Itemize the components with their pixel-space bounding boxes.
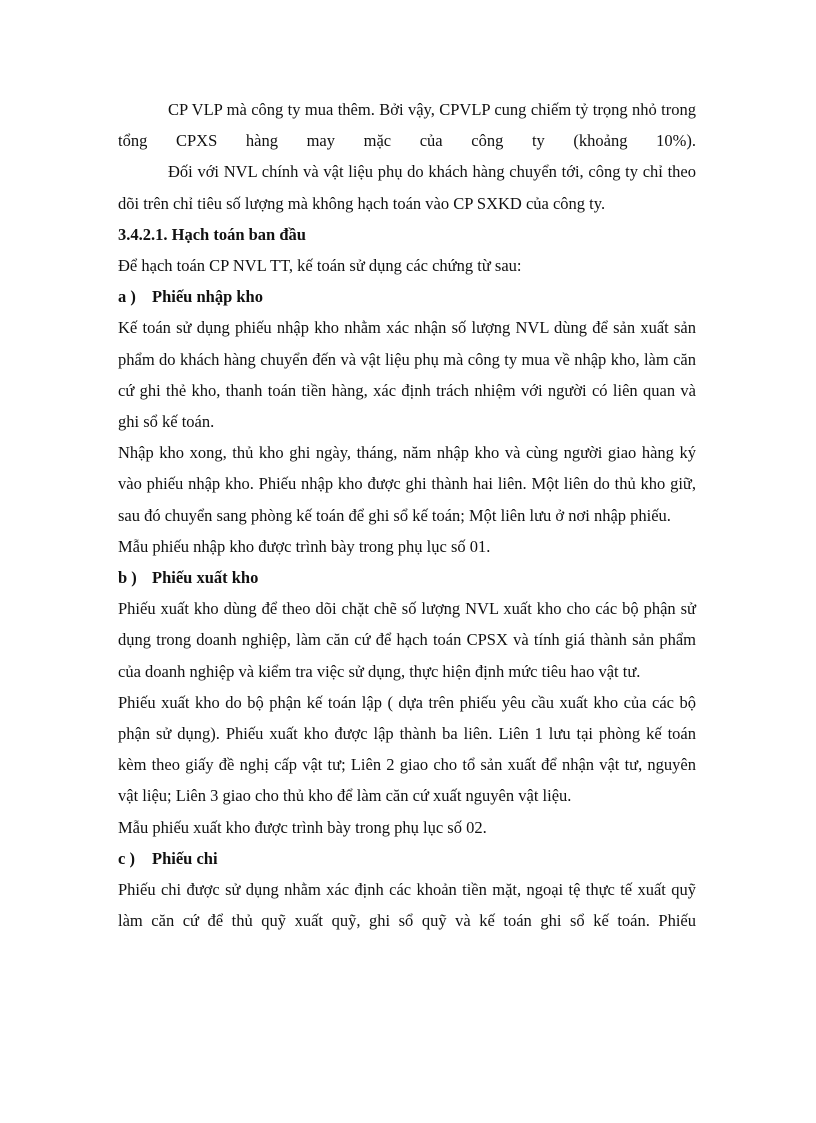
subsection-c-marker: c ) <box>118 848 135 868</box>
section-intro: Để hạch toán CP NVL TT, kế toán sử dụng các chứng từ sau: <box>118 256 522 276</box>
subsection-a-paragraph-1: Kế toán sử dụng phiếu nhập kho nhằm xác nhận số lượng NVL dùng để sản xuất sản phẩm do khách hàng chuyển đến và vật liệu phụ mà công ty mua về nhập kho, làm căn cứ ghi thẻ kho, thanh toán tiền hàng, xác định trách nhiệm với người có liên quan và ghi sổ kế toán. <box>118 318 696 432</box>
section-heading: 3.4.2.1. Hạch toán ban đầu <box>118 224 306 244</box>
subsection-b-heading <box>118 562 696 593</box>
subsection-b-paragraph-2: Phiếu xuất kho do bộ phận kế toán lập ( dựa trên phiếu yêu cầu xuất kho của các bộ phận sử dụng). Phiếu xuất kho được lập thành ba liên. Liên 1 lưu tại phòng kế toán kèm theo giấy đề nghị cấp vật tư; Liên 2 giao cho tổ sản xuất để nhận vật tư, nguyên vật liệu; Liên 3 giao cho thủ kho để làm căn cứ xuất nguyên vật liệu. <box>118 692 696 806</box>
subsection-b-title: Phiếu xuất kho <box>152 568 259 588</box>
subsection-b-paragraph-3: Mẫu phiếu xuất kho được trình bày trong phụ lục số 02. <box>118 817 487 837</box>
subsection-c-paragraph-1: Phiếu chi được sử dụng nhằm xác định các khoản tiền mặt, ngoại tệ thực tế xuất quỹ làm căn cứ để thủ quỹ xuất quỹ, ghi sổ quỹ và kế toán ghi sổ kế toán. Phiếu <box>118 880 696 931</box>
subsection-b-marker: b ) <box>118 568 137 588</box>
subsection-a-heading <box>118 281 696 312</box>
intro-paragraph-1: CP VLP mà công ty mua thêm. Bởi vậy, CPVLP cung chiếm tỷ trọng nhỏ trong tổng CPXS hàng may mặc của công ty (khoảng 10%). <box>118 100 696 151</box>
subsection-a-paragraph-2: Nhập kho xong, thủ kho ghi ngày, tháng, năm nhập kho và cùng người giao hàng ký vào phiếu nhập kho. Phiếu nhập kho được ghi thành hai liên. Một liên do thủ kho giữ, sau đó chuyển sang phòng kế toán để ghi sổ kế toán; Một liên lưu ở nơi nhập phiếu. <box>118 443 696 525</box>
subsection-c-heading <box>118 843 696 874</box>
subsection-b-paragraph-1: Phiếu xuất kho dùng để theo dõi chặt chẽ số lượng NVL xuất kho cho các bộ phận sử dụng trong doanh nghiệp, làm căn cứ để hạch toán CPSX và tính giá thành sản phẩm của doanh nghiệp và kiểm tra việc sử dụng, thực hiện định mức tiêu hao vật tư. <box>118 599 696 681</box>
subsection-a-title: Phiếu nhập kho <box>152 287 263 307</box>
intro-paragraph-2: Đối với NVL chính và vật liệu phụ do khách hàng chuyển tới, công ty chỉ theo dõi trên chỉ tiêu số lượng mà không hạch toán vào CP SXKD của công ty. <box>118 162 696 213</box>
document-page <box>118 94 696 936</box>
subsection-a-paragraph-3: Mẫu phiếu nhập kho được trình bày trong phụ lục số 01. <box>118 536 491 556</box>
subsection-a-marker: a ) <box>118 287 136 307</box>
subsection-c-title: Phiếu chi <box>152 848 218 868</box>
